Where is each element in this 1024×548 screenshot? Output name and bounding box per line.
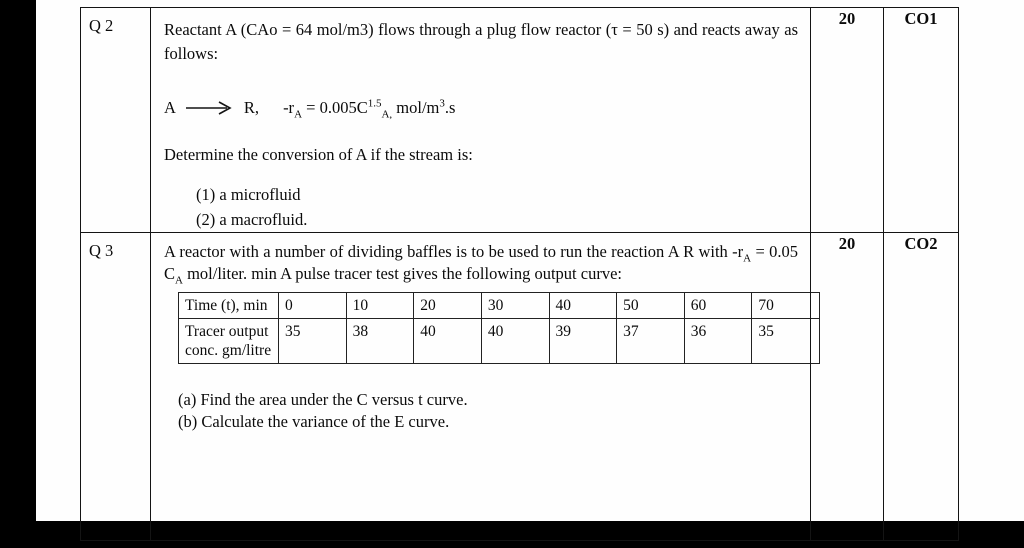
time-value: 20	[414, 293, 482, 319]
time-row	[179, 293, 820, 319]
reactant-symbol: A	[164, 98, 176, 117]
question-table	[80, 7, 959, 541]
rate-unit: mol/m	[392, 98, 440, 117]
question-row-q3	[81, 233, 959, 541]
time-value: 40	[549, 293, 617, 319]
unit-suffix: .s	[444, 98, 456, 117]
conc-row-label: Tracer output conc. gm/litre	[179, 318, 279, 363]
conc-value: 37	[617, 318, 685, 363]
time-row-label: Time (t), min	[179, 293, 279, 319]
rate-subscript-2: A,	[381, 108, 393, 121]
conc-value: 40	[481, 318, 549, 363]
question-content	[151, 233, 811, 541]
option-item: (1) a microfluid	[196, 185, 301, 204]
time-value: 60	[684, 293, 752, 319]
rate-subscript: A	[743, 252, 752, 265]
time-value: 0	[279, 293, 347, 319]
conc-value: 35	[752, 318, 820, 363]
intro-text: mol/liter. min A pulse tracer test gives the following output curve:	[182, 263, 622, 283]
subquestion-item: (b) Calculate the variance of the E curve.	[178, 412, 450, 431]
time-value: 50	[617, 293, 685, 319]
tracer-data-table	[178, 292, 820, 364]
rate-mid: = 0.005C	[302, 98, 368, 117]
rate-subscript: A	[294, 108, 303, 121]
time-value: 30	[481, 293, 549, 319]
time-value: 10	[346, 293, 414, 319]
conc-value: 38	[346, 318, 414, 363]
intro-text: A reactor with a number of dividing baffles is to be used to run the reaction A R with -r	[164, 242, 744, 261]
unit-exponent: 3	[439, 97, 445, 110]
rate-expression	[283, 97, 456, 121]
option-item: (2) a macrofluid.	[196, 209, 308, 229]
question-intro	[164, 241, 798, 284]
rate-prefix: -r	[283, 98, 295, 117]
question-number: Q 3	[81, 233, 151, 541]
intro-text: = 0.05 C	[164, 242, 798, 283]
marks-cell: 20	[811, 8, 884, 233]
right-arrow-icon	[185, 100, 235, 116]
question-number: Q 2	[81, 8, 151, 233]
option-list	[196, 183, 798, 232]
question-prompt: Determine the conversion of A if the stream is:	[164, 145, 473, 164]
subquestion-list	[178, 389, 798, 434]
course-outcome-cell: CO2	[884, 233, 959, 541]
conc-value: 36	[684, 318, 752, 363]
exam-document-page	[36, 0, 1024, 521]
marks-cell: 20	[811, 233, 884, 541]
conc-value: 40	[414, 318, 482, 363]
course-outcome-cell: CO1	[884, 8, 959, 233]
rate-exponent: 1.5	[367, 97, 382, 110]
question-row-q2	[81, 8, 959, 233]
concentration-row	[179, 318, 820, 363]
question-intro: Reactant A (CAo = 64 mol/m3) flows through a plug flow reactor (τ = 50 s) and reacts away as follows:	[164, 20, 798, 63]
conc-subscript: A	[175, 273, 183, 286]
time-value: 70	[752, 293, 820, 319]
question-content	[151, 8, 811, 233]
conc-value: 35	[279, 318, 347, 363]
product-symbol: R,	[243, 98, 260, 117]
reaction-equation	[164, 93, 798, 123]
conc-value: 39	[549, 318, 617, 363]
subquestion-item: (a) Find the area under the C versus t curve.	[178, 389, 468, 409]
